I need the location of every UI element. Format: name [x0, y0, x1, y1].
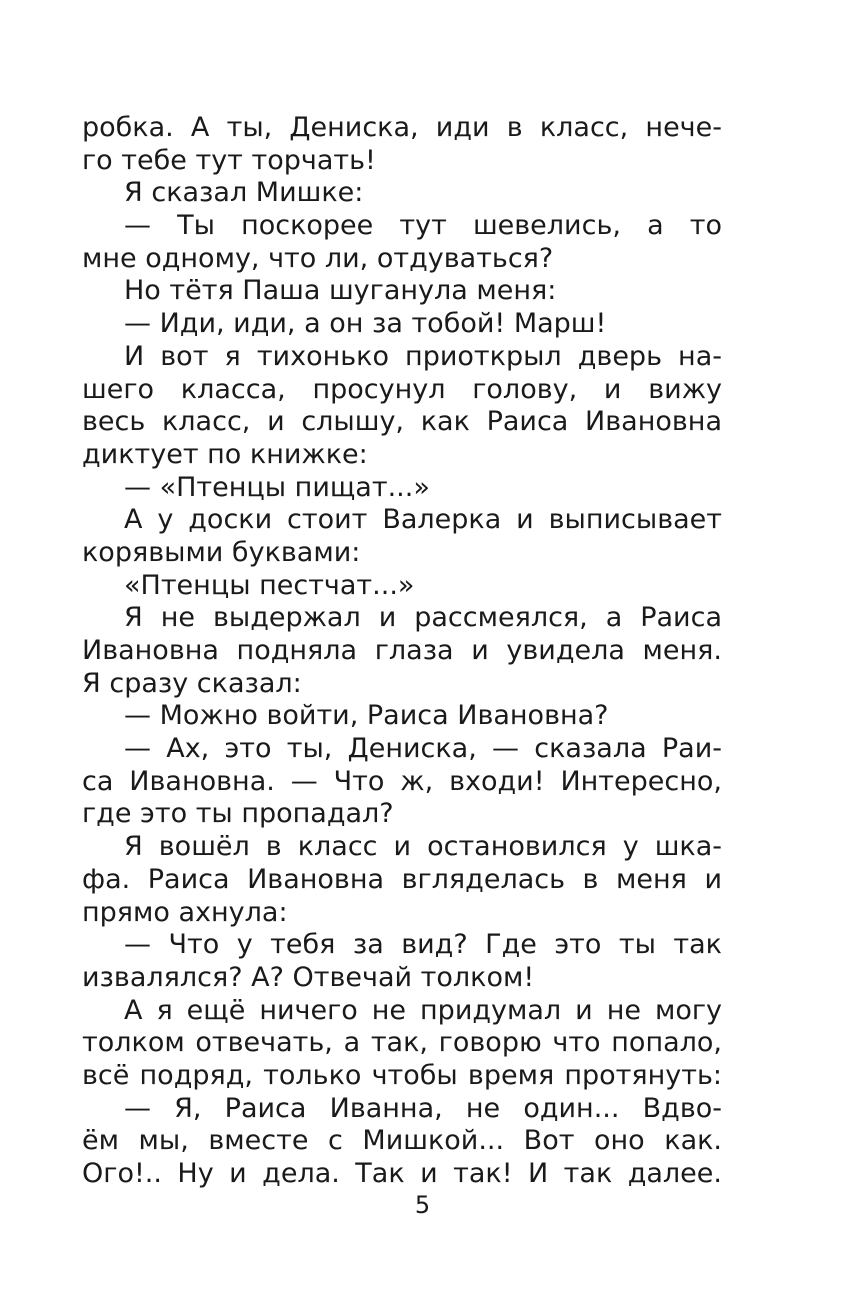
text-line: — «Птенцы пищат...» — [124, 471, 430, 503]
text-line: диктует по книжке: — [82, 438, 368, 470]
text-line: прямо ахнула: — [82, 896, 288, 928]
text-line: Я не выдержал и рассмеялся, а Раиса — [124, 602, 722, 634]
text-line: мне одному, что ли, отдуваться? — [82, 242, 554, 274]
text-line: А я ещё ничего не придумал и не могу — [124, 994, 722, 1026]
text-line: Я вошёл в класс и остановился у шка- — [124, 831, 722, 863]
text-line: — Иди, иди, а он за тобой! Марш! — [124, 308, 607, 340]
text-line: весь класс, и слышу, как Раиса Ивановна — [82, 406, 722, 438]
text-line: — Я, Раиса Иванна, не один... Вдво- — [124, 1092, 722, 1124]
text-line: — Ах, это ты, Дениска, — сказала Раи- — [124, 733, 722, 765]
text-line: извалялся? А? Отвечай толком! — [82, 961, 535, 993]
text-line: — Ты поскорее тут шевелись, а то — [124, 210, 722, 242]
text-line: ём мы, вместе с Мишкой... Вот оно как. — [82, 1125, 722, 1157]
text-line: И вот я тихонько приоткрыл дверь на- — [124, 340, 722, 372]
text-line: — Можно войти, Раиса Ивановна? — [124, 700, 609, 732]
text-line: где это ты пропадал? — [82, 798, 394, 830]
text-line: Ого!.. Ну и дела. Так и так! И так далее. — [82, 1158, 722, 1189]
text-line: шего класса, просунул голову, и вижу — [82, 373, 722, 405]
text-line: — Что у тебя за вид? Где это ты так — [124, 929, 722, 961]
text-line: корявыми буквами: — [82, 536, 361, 568]
text-line: толком отвечать, а так, говорю что попало, — [82, 1027, 722, 1059]
text-line: всё подряд, только чтобы время протянуть: — [82, 1059, 722, 1091]
text-line: Но тётя Паша шуганула меня: — [124, 275, 557, 307]
page-number: 5 — [414, 1191, 431, 1219]
text-line: са Ивановна. — Что ж, входи! Интересно, — [82, 765, 722, 797]
text-line: Я сказал Мишке: — [124, 177, 364, 209]
text-line: фа. Раиса Ивановна вгляделась в меня и — [82, 863, 722, 895]
body-text — [82, 112, 722, 1191]
text-line: го тебе тут торчать! — [82, 144, 376, 176]
text-line: «Птенцы пестчат...» — [124, 569, 415, 601]
text-line: Ивановна подняла глаза и увидела меня. — [82, 635, 722, 666]
text-line: А у доски стоит Валерка и выписывает — [124, 504, 722, 536]
text-line: Я сразу сказал: — [82, 667, 302, 699]
text-line: робка. А ты, Дениска, иди в класс, нече- — [82, 112, 722, 143]
